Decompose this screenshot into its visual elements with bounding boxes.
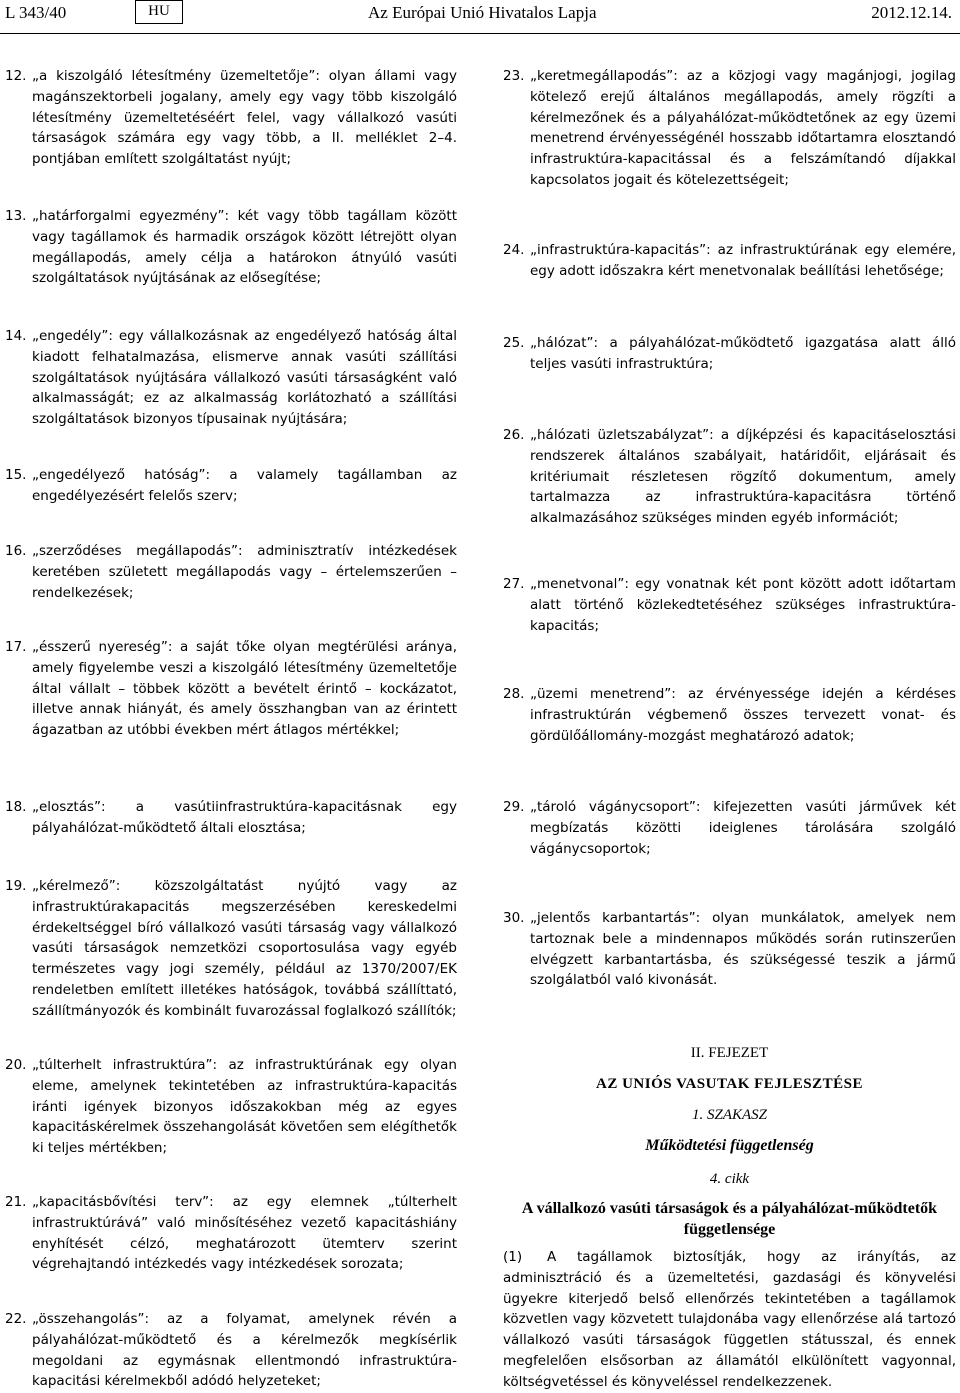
item-number: 28. bbox=[503, 686, 525, 702]
item-text: „engedélyező hatóság”: a valamely tagállamban az engedélyezésért felelős szerv; bbox=[32, 467, 457, 504]
definition-26 bbox=[503, 425, 956, 529]
language-badge: HU bbox=[135, 0, 183, 24]
item-number: 26. bbox=[503, 427, 525, 443]
definition-29 bbox=[503, 797, 956, 859]
definition-15 bbox=[5, 465, 457, 507]
item-number: 13. bbox=[5, 208, 27, 224]
item-number: 16. bbox=[5, 543, 27, 559]
item-number: 14. bbox=[5, 328, 27, 344]
definition-21 bbox=[5, 1192, 457, 1275]
journal-title: Az Európai Unió Hivatalos Lapja bbox=[368, 3, 597, 22]
definition-17 bbox=[5, 637, 457, 741]
item-number: 15. bbox=[5, 467, 27, 483]
header-divider bbox=[0, 33, 960, 34]
section-title: Működtetési függetlenség bbox=[645, 1137, 814, 1154]
section-label: 1. SZAKASZ bbox=[691, 1107, 767, 1123]
paragraph-text: A tagállamok biztosítják, hogy az irányítás, az adminisztráció és a üzemeltetési, gazdasági és könyvelési ügyekre kiterjedő belső ellenőrzés tekintetében a tagállamok közvetlen vagy közvetett tulajdonába vagy ellenőrzése alá tartozó vállalkozó vasúti társaságok független státusszal, és ennek megfelelően elsősorban az államától elkülönített vagyonnal, költségvetéssel és könyveléssel rendelkezzenek. bbox=[503, 1249, 956, 1390]
article-label: 4. cikk bbox=[709, 1171, 750, 1187]
article-title: A vállalkozó vasúti társaságok és a pályahálózat-működtetők függetlensége bbox=[521, 1200, 938, 1238]
item-text: „menetvonal”: egy vonatnak két pont között adott időtartam alatt történő közlekedtetéséhez szükséges infrastruktúra-kapacitás; bbox=[530, 576, 956, 634]
chapter-label: II. FEJEZET bbox=[690, 1045, 769, 1061]
item-text: „kérelmező”: közszolgáltatást nyújtó vagy az infrastruktúrakapacitás megszerzésében kereskedelmi érdekeltséggel bíró vállalkozó vasúti társaság vagy vállalkozó vasúti társaságok nemzetközi csoportosulása vagy egyéb természetes vagy jogi személy, például az 1370/2007/EK rendeletben említett illetékes hatóságok, továbbá szállíttató, szállítmányozók és kombinált fuvarozással foglalkozó szállítók; bbox=[32, 878, 457, 1019]
item-text: „túlterhelt infrastruktúra”: az infrastruktúrának egy olyan eleme, amelynek tekintetében az infrastruktúra-kapacitás iránti igények bizonyos időszakokban még az egyes kapacitáskérelmek összehangolását követően sem elégíthetők ki teljes mértékben; bbox=[32, 1057, 457, 1157]
item-text: „kapacitásbővítési terv”: az egy elemnek „túlterhelt infrastruktúrává” való minősítéséhez vezető kapacitáshiány enyhítését célzó, meghatározott ütemterv szerint végrehajtandó intézkedés vagy intézkedések sorozata; bbox=[32, 1194, 457, 1273]
definition-27 bbox=[503, 574, 956, 636]
item-number: 27. bbox=[503, 576, 525, 592]
definition-13 bbox=[5, 206, 457, 289]
definition-25 bbox=[503, 333, 956, 375]
item-number: 22. bbox=[5, 1311, 27, 1327]
definition-12 bbox=[5, 66, 457, 170]
item-text: „üzemi menetrend”: az érvényessége idején a kérdéses infrastruktúrán végbemenő összes tervezett vonat- és gördülőállomány-mozgást meghatározó adatok; bbox=[530, 686, 956, 744]
item-text: „infrastruktúra-kapacitás”: az infrastruktúrának egy elemére, egy adott időszakra kért menetvonalak beállítási lehetősége; bbox=[530, 242, 956, 279]
item-number: 12. bbox=[5, 68, 27, 84]
item-number: 17. bbox=[5, 639, 27, 655]
item-number: 25. bbox=[503, 335, 525, 351]
definition-30 bbox=[503, 908, 956, 991]
item-text: „a kiszolgáló létesítmény üzemeltetője”: olyan állami vagy magánszektorbeli jogalany, amely egy vagy több kiszolgáló létesítmény üzemeltetéséért felel, vagy vállalkozó vasúti társaságok számára egy vagy több, a II. melléklet 2–4. pontjában említett szolgáltatást nyújt; bbox=[32, 68, 457, 168]
item-text: „jelentős karbantartás”: olyan munkálatok, amelyek nem tartoznak bele a mindennapos működés során rutinszerűen elvégzett karbantartásba, és szükségessé teszik a jármű szolgálatból való kivonását. bbox=[530, 910, 956, 989]
definition-23 bbox=[503, 66, 956, 191]
chapter-title: AZ UNIÓS VASUTAK FEJLESZTÉSE bbox=[595, 1076, 863, 1092]
definition-14 bbox=[5, 326, 457, 430]
publication-date: 2012.12.14. bbox=[871, 3, 952, 22]
item-text: „hálózati üzletszabályzat”: a díjképzési és kapacitáselosztási rendszerek általános szabályait, határidőit, eljárásait és kritériumait részletesen rögzítő dokumentum, amely tartalmazza az infrastruktúra-kapacitásra történő alkalmazásához szükséges minden egyéb információt; bbox=[530, 427, 956, 527]
item-text: „összehangolás”: az a folyamat, amelynek révén a pályahálózat-működtető és a kérelmezők megkísérlik megoldani az egymásnak ellentmondó infrastruktúra-kapacitási kérelmekből adódó helyzeteket; bbox=[32, 1311, 457, 1390]
item-number: 30. bbox=[503, 910, 525, 926]
item-text: „tároló vágánycsoport”: kifejezetten vasúti járművek két megbízatás közötti ideiglenes tárolására szolgáló vágánycsoportok; bbox=[530, 799, 956, 857]
item-text: „elosztás”: a vasútiinfrastruktúra-kapacitásnak egy pályahálózat-működtető általi elosztása; bbox=[32, 799, 457, 836]
page-header bbox=[0, 0, 960, 32]
item-number: 20. bbox=[5, 1057, 27, 1073]
item-text: „szerződéses megállapodás”: adminisztratív intézkedések keretében született megállapodás vagy – értelemszerűen – rendelkezések; bbox=[32, 543, 457, 601]
definition-20 bbox=[5, 1055, 457, 1159]
definition-24 bbox=[503, 240, 956, 282]
article-paragraph bbox=[503, 1247, 956, 1393]
item-text: „ésszerű nyereség”: a saját tőke olyan megtérülési aránya, amely figyelembe veszi a kiszolgáló létesítmény üzemeltetője által vállalt – többek között a bevételt érintő – kockázatot, illetve annak hiányát, és amely összhangban van az érintett ágazatban az utóbbi években mért átlagos mértékkel; bbox=[32, 639, 457, 739]
item-text: „engedély”: egy vállalkozásnak az engedélyező hatóság által kiadott felhatalmazása, elismerve annak vasúti szállítási szolgáltatások nyújtására vállalkozó vasúti társaságként való alkalmasságát; ez az alkalmasság korlátozható a szállítási szolgáltatások bizonyos típusainak nyújtására; bbox=[32, 328, 457, 428]
item-number: 18. bbox=[5, 799, 27, 815]
item-text: „hálózat”: a pályahálózat-működtető igazgatása alatt álló teljes vasúti infrastruktúra; bbox=[530, 335, 956, 372]
item-number: 24. bbox=[503, 242, 525, 258]
item-text: „határforgalmi egyezmény”: két vagy több tagállam között vagy tagállamok és harmadik országok között létrejött olyan megállapodás, amely célja a határokon átnyúló vasúti szolgáltatások nyújtásának az elősegítése; bbox=[32, 208, 457, 287]
definition-16 bbox=[5, 541, 457, 603]
item-text: „keretmegállapodás”: az a közjogi vagy magánjogi, jogilag kötelező erejű általános megállapodás, amely rögzíti a kérelmezőnek és a pályahálózat-működtetőnek az egy üzemi menetrend érvényességénél hosszabb időtartamra elosztandó infrastruktúra-kapacitással és a felszámítandó díjakkal kapcsolatos jogait és kötelezettségeit; bbox=[530, 68, 956, 188]
page-reference: L 343/40 bbox=[5, 3, 67, 22]
item-number: 23. bbox=[503, 68, 525, 84]
item-number: 29. bbox=[503, 799, 525, 815]
definition-19 bbox=[5, 876, 457, 1022]
item-number: 21. bbox=[5, 1194, 27, 1210]
item-number: 19. bbox=[5, 878, 27, 894]
definition-18 bbox=[5, 797, 457, 839]
definition-28 bbox=[503, 684, 956, 746]
paragraph-number: (1) bbox=[503, 1249, 523, 1265]
definition-22 bbox=[5, 1309, 457, 1392]
